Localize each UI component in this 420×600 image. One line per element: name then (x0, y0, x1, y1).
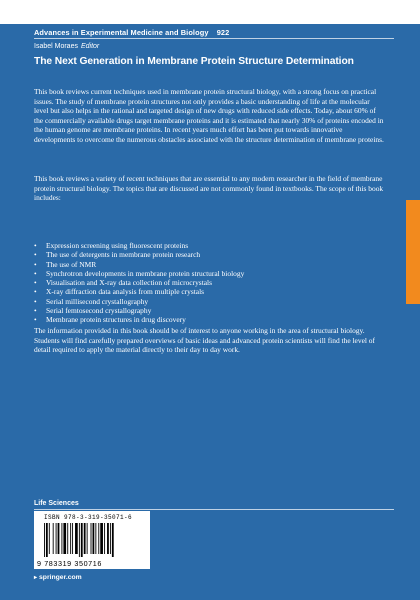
topic-label: Visualisation and X-ray data collection of microcrystals (46, 278, 213, 288)
barcode-bar (63, 523, 66, 554)
barcode-bar (46, 523, 48, 557)
topic-label: Synchrotron developments in membrane protein structural biology (46, 268, 245, 278)
bullet-icon: • (34, 306, 37, 316)
description-paragraph-2: This book reviews a variety of recent techniques that are essential to any modern researcher in the field of membrane protein structural biology. The topics that are discussed are not commonly found in textbooks. The scope of this book includes: (34, 174, 384, 202)
accent-stripe (406, 200, 420, 304)
barcode-bar (112, 523, 114, 557)
barcode-bar (91, 523, 92, 554)
barcode-bar (93, 523, 95, 554)
barcode-bar (67, 523, 68, 554)
category-rule (34, 509, 394, 510)
editor-name: Isabel Moraes (34, 43, 78, 50)
barcode-bar (58, 523, 60, 554)
barcode-bar (75, 523, 78, 554)
barcode-bar (95, 523, 96, 554)
list-item (34, 287, 384, 296)
editor-role: Editor (80, 43, 100, 50)
barcode-bar (87, 523, 88, 554)
topic-label: Expression screening using fluorescent proteins (46, 241, 189, 250)
barcode-bar (72, 523, 73, 554)
barcode-bar (104, 523, 105, 554)
bullet-icon: • (34, 259, 37, 269)
bullet-icon: • (34, 315, 37, 325)
series-line (34, 28, 229, 37)
series-volume: 922 (216, 28, 230, 37)
topic-label: The use of detergents in membrane protein research (46, 250, 201, 260)
description-paragraph-1: This book reviews current techniques used in membrane protein structural biology, with a strong focus on practical issues. The study of membrane protein structures not only provides a basic understanding of life at the molecular level but also helps in the rational and targeted design of new drugs with reduced side effects. Today, about 60% of the commercially available drugs target membrane proteins and it is estimated that nearly 30% of proteins encoded in the human genome are membrane proteins. In recent years much effort has been put towards innovative developments to overcome the numerous obstacles associated with the structure determination of membrane proteins. (34, 87, 384, 144)
barcode-bar (70, 523, 71, 554)
barcode-bar (110, 523, 111, 554)
barcode (34, 511, 150, 569)
barcode-bar (98, 523, 99, 554)
list-item (34, 269, 384, 278)
subject-category: Life Sciences (34, 500, 79, 507)
topic-label: Serial millisecond crystallography (46, 296, 149, 306)
closing-paragraph: The information provided in this book should be of interest to anyone working in the area of structural biology. Students will find carefully prepared overviews of basic ideas and advanced protein scientists will find the level of detail required to apply the material directly to their day to day work. (34, 326, 375, 354)
barcode-bar (44, 523, 45, 557)
bullet-icon: • (34, 250, 37, 260)
barcode-bar (49, 523, 50, 554)
list-item (34, 278, 384, 287)
topic-label: The use of NMR (46, 259, 97, 269)
top-white-band (0, 0, 420, 24)
bullet-icon: • (34, 296, 37, 306)
bullet-icon: • (34, 268, 37, 278)
topic-label: X-ray diffraction data analysis from multiple crystals (46, 287, 205, 297)
list-item (34, 241, 384, 250)
website-label: springer.com (39, 574, 82, 581)
book-title: The Next Generation in Membrane Protein Structure Determination (34, 56, 354, 67)
barcode-bar (84, 523, 86, 554)
topic-label: Serial femtosecond crystallography (46, 306, 152, 316)
publisher-website[interactable] (34, 574, 82, 581)
list-item (34, 306, 384, 315)
barcode-bar (61, 523, 62, 554)
isbn-digits: 9 783319 350716 (37, 559, 102, 568)
barcode-bar (53, 523, 54, 554)
barcode-bar (100, 523, 103, 554)
editor-line (34, 43, 99, 50)
series-name: Advances in Experimental Medicine and Biology (34, 28, 209, 37)
barcode-bars (44, 523, 142, 557)
series-rule (34, 38, 394, 39)
bullet-icon: • (34, 287, 37, 297)
bullet-icon: • (34, 278, 37, 288)
barcode-bar (107, 523, 109, 554)
arrow-right-icon: ▸ (34, 575, 38, 581)
list-item (34, 315, 384, 324)
barcode-bar (81, 523, 83, 557)
topics-list (34, 241, 384, 325)
barcode-bar (56, 523, 57, 554)
barcode-bar (79, 523, 80, 557)
bullet-icon: • (34, 241, 37, 250)
isbn-label: ISBN 978-3-319-35071-6 (44, 514, 133, 521)
list-item (34, 260, 384, 269)
list-item (34, 250, 384, 259)
topic-label: Membrane protein structures in drug discovery (46, 315, 186, 325)
list-item (34, 297, 384, 306)
